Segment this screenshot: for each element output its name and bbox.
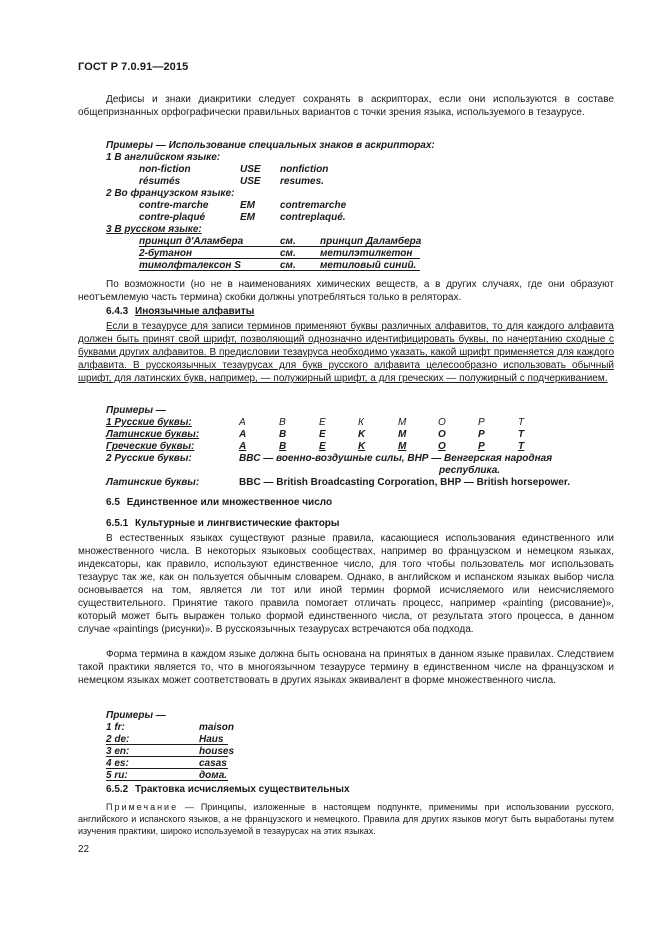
example1-relator: USE (240, 176, 261, 187)
letter: В (279, 417, 286, 428)
section-6-5-1-heading (106, 518, 339, 529)
underline-rule (139, 258, 420, 259)
letter: Β (279, 441, 287, 452)
underline-rule (139, 270, 420, 271)
letter: О (438, 417, 446, 428)
example1-term: тимолфталексон S (139, 260, 241, 271)
example1-descriptor: метиловый синий. (320, 260, 417, 271)
underline-rule (139, 246, 420, 247)
letter: A (239, 429, 247, 440)
example2-abbreviations: ВВС — военно-воздушные силы, ВНР — Венгерская народная (239, 453, 553, 464)
letter: М (398, 417, 407, 428)
example1-descriptor: contreplaqué. (280, 212, 346, 223)
example3-title: Примеры — (106, 710, 166, 721)
letter: Τ (518, 441, 525, 452)
example1-group-label: 2 Во французском языке: (106, 188, 235, 199)
document-header: ГОСТ Р 7.0.91—2015 (78, 61, 189, 73)
example1-group-label: 1 В английском языке: (106, 152, 221, 163)
example1-relator: см. (280, 260, 296, 271)
example2-row-label: 1 Русские буквы: (106, 417, 192, 428)
example1-term: 2-бутанон (139, 248, 193, 259)
underline-rule (106, 756, 228, 757)
example1-term: résumés (139, 176, 181, 187)
paragraph-brackets: По возможности (но не в наименованиях химических веществ, а в других случаях, где они образуют неотъемлемую часть термина) скобки должны употребляться только в реляторах. (78, 279, 614, 303)
example3-lang: 1 fr: (106, 722, 125, 733)
section-number: 6.4.3 (106, 306, 129, 317)
underline-rule (106, 780, 228, 781)
letter: Т (518, 417, 525, 428)
example1-descriptor: метилэтилкетон (320, 248, 413, 259)
letter: M (398, 429, 407, 440)
example2-row-label: Латинские буквы: (106, 477, 200, 488)
paragraph-alphabets: Если в тезаурусе для записи терминов применяют буквы различных алфавитов, то для каждого алфавита должен быть принят свой шрифт, позволяющий однозначно идентифицировать буквы, по начертанию сходные с буквами других алфавитов. В предисловии тезауруса необходимо указать, какой шрифт применяется для каждого алфавита. В русскоязычных тезаурусах для букв русского алфавита целесообразно использовать обычный шрифт, для латинских букв, например, — полужирный шрифт, а для греческих — полужирный с подчеркиванием. (78, 321, 614, 384)
example2-title: Примеры — (106, 405, 166, 416)
example3-lang: 2 de: (106, 734, 130, 745)
example1-relator: см. (280, 236, 296, 247)
underline-rule (106, 744, 228, 745)
example1-descriptor: resumes. (280, 176, 324, 187)
underline-rule (106, 768, 228, 769)
letter: К (358, 417, 364, 428)
section-title: Единственное или множественное число (126, 497, 333, 508)
section-number: 6.5 (106, 497, 120, 508)
example1-descriptor: contremarche (280, 200, 347, 211)
example3-word: houses (199, 746, 235, 757)
example3-word: maison (199, 722, 235, 733)
letter: Ε (319, 441, 326, 452)
letter: Κ (358, 441, 366, 452)
example3-lang: 3 en: (106, 746, 130, 757)
section-6-4-3-heading (106, 305, 254, 318)
example1-descriptor: принцип Даламбера (320, 236, 422, 247)
example2-abbreviations-cont: республика. (439, 465, 501, 476)
example1-relator: см. (280, 248, 296, 259)
letter: А (239, 417, 246, 428)
example1-term: contre-marche (139, 200, 209, 211)
example1-relator: EM (240, 212, 255, 223)
example3-word: Haus (199, 734, 224, 745)
letter: O (438, 429, 446, 440)
letter: Ρ (478, 441, 485, 452)
note-label: Примечание (106, 802, 179, 812)
example3-word: casas (199, 758, 227, 769)
example1-group-label: 3 В русском языке: (106, 224, 202, 235)
example1-title: Примеры — Использование специальных знаков в аскрипторах: (106, 140, 435, 151)
example1-relator: EM (240, 200, 255, 211)
page-number: 22 (78, 844, 90, 855)
letter: Р (478, 417, 485, 428)
example3-lang: 4 es: (106, 758, 129, 769)
note-paragraph (78, 801, 614, 837)
section-number: 6.5.1 (106, 518, 129, 529)
section-6-5-2-heading (106, 784, 350, 795)
letter: B (279, 429, 287, 440)
example2-row-label: Греческие буквы: (106, 441, 195, 452)
letter: Μ (398, 441, 407, 452)
section-title: Иноязычные алфавиты (135, 306, 255, 317)
letter: Α (239, 441, 247, 452)
section-number: 6.5.2 (106, 784, 129, 795)
section-title: Культурные и лингвистические факторы (135, 518, 340, 529)
section-6-5-heading (106, 497, 332, 508)
letter: K (358, 429, 366, 440)
letter: T (518, 429, 525, 440)
paragraph-number-rules: В естественных языках существуют разные правила, касающиеся использования единственного или множественного числа. В некоторых языковых сообществах, например во французском и немецком языках, индексаторы, как правило, используют единственное число, для того чтобы пользователь мог использовать тезаурус так же, как он пользуется обычным словарем. Однако, в английском и испанском языках выбор числа основывается на том, является ли тот или иной термин формой исчисляемого или неисчисляемого существительного. Принятие такого правила помогает отличать процесс, например «painting (рисование)», который может быть выражен только формой единственного числа, от результата этого процесса, в данном случае «paintings (рисунки)». В русскоязычных тезаурусах встречаются оба подхода. (78, 533, 614, 635)
example2-row-label: Латинские буквы: (106, 429, 200, 440)
example1-descriptor: nonfiction (280, 164, 329, 175)
paragraph-diacritics: Дефисы и знаки диакритики следует сохранять в аскрипторах, если они используются в составе общепризнанных орфографически правильных вариантов с точки зрения языка, используемого в тезаурусе. (78, 94, 614, 118)
example3-lang: 5 ru: (106, 770, 128, 781)
example3-word: дома. (199, 770, 228, 781)
paragraph-term-form: Форма термина в каждом языке должна быть основана на принятых в данном языке правилах. Следствием такой практики является то, что в многоязычном тезаурусе термину в единственном числе на французском и немецком языках может соответствовать в других языках эквивалент в форме множественного числа. (78, 649, 614, 686)
section-title: Трактовка исчисляемых существительных (135, 784, 350, 795)
note-text: — Принципы, изложенные в настоящем подпункте, применимы при использовании русского, английского и испанского языков, а не французского и немецкого. Правила для других языков могут быть выработаны путем изучения практики, широко используемой в тезаурусах на этих языках. (78, 802, 614, 836)
example2-row-label: 2 Русские буквы: (106, 453, 192, 464)
example1-term: non-fiction (139, 164, 191, 175)
letter: Е (319, 417, 326, 428)
example1-term: contre-plaqué (139, 212, 206, 223)
example1-relator: USE (240, 164, 261, 175)
letter: P (478, 429, 485, 440)
example2-latin-abbreviations: BBC — British Broadcasting Corporation, BHP — British horsepower. (239, 477, 570, 488)
example1-term: принцип д'Аламбера (139, 236, 244, 247)
letter: Ο (438, 441, 446, 452)
letter: E (319, 429, 326, 440)
